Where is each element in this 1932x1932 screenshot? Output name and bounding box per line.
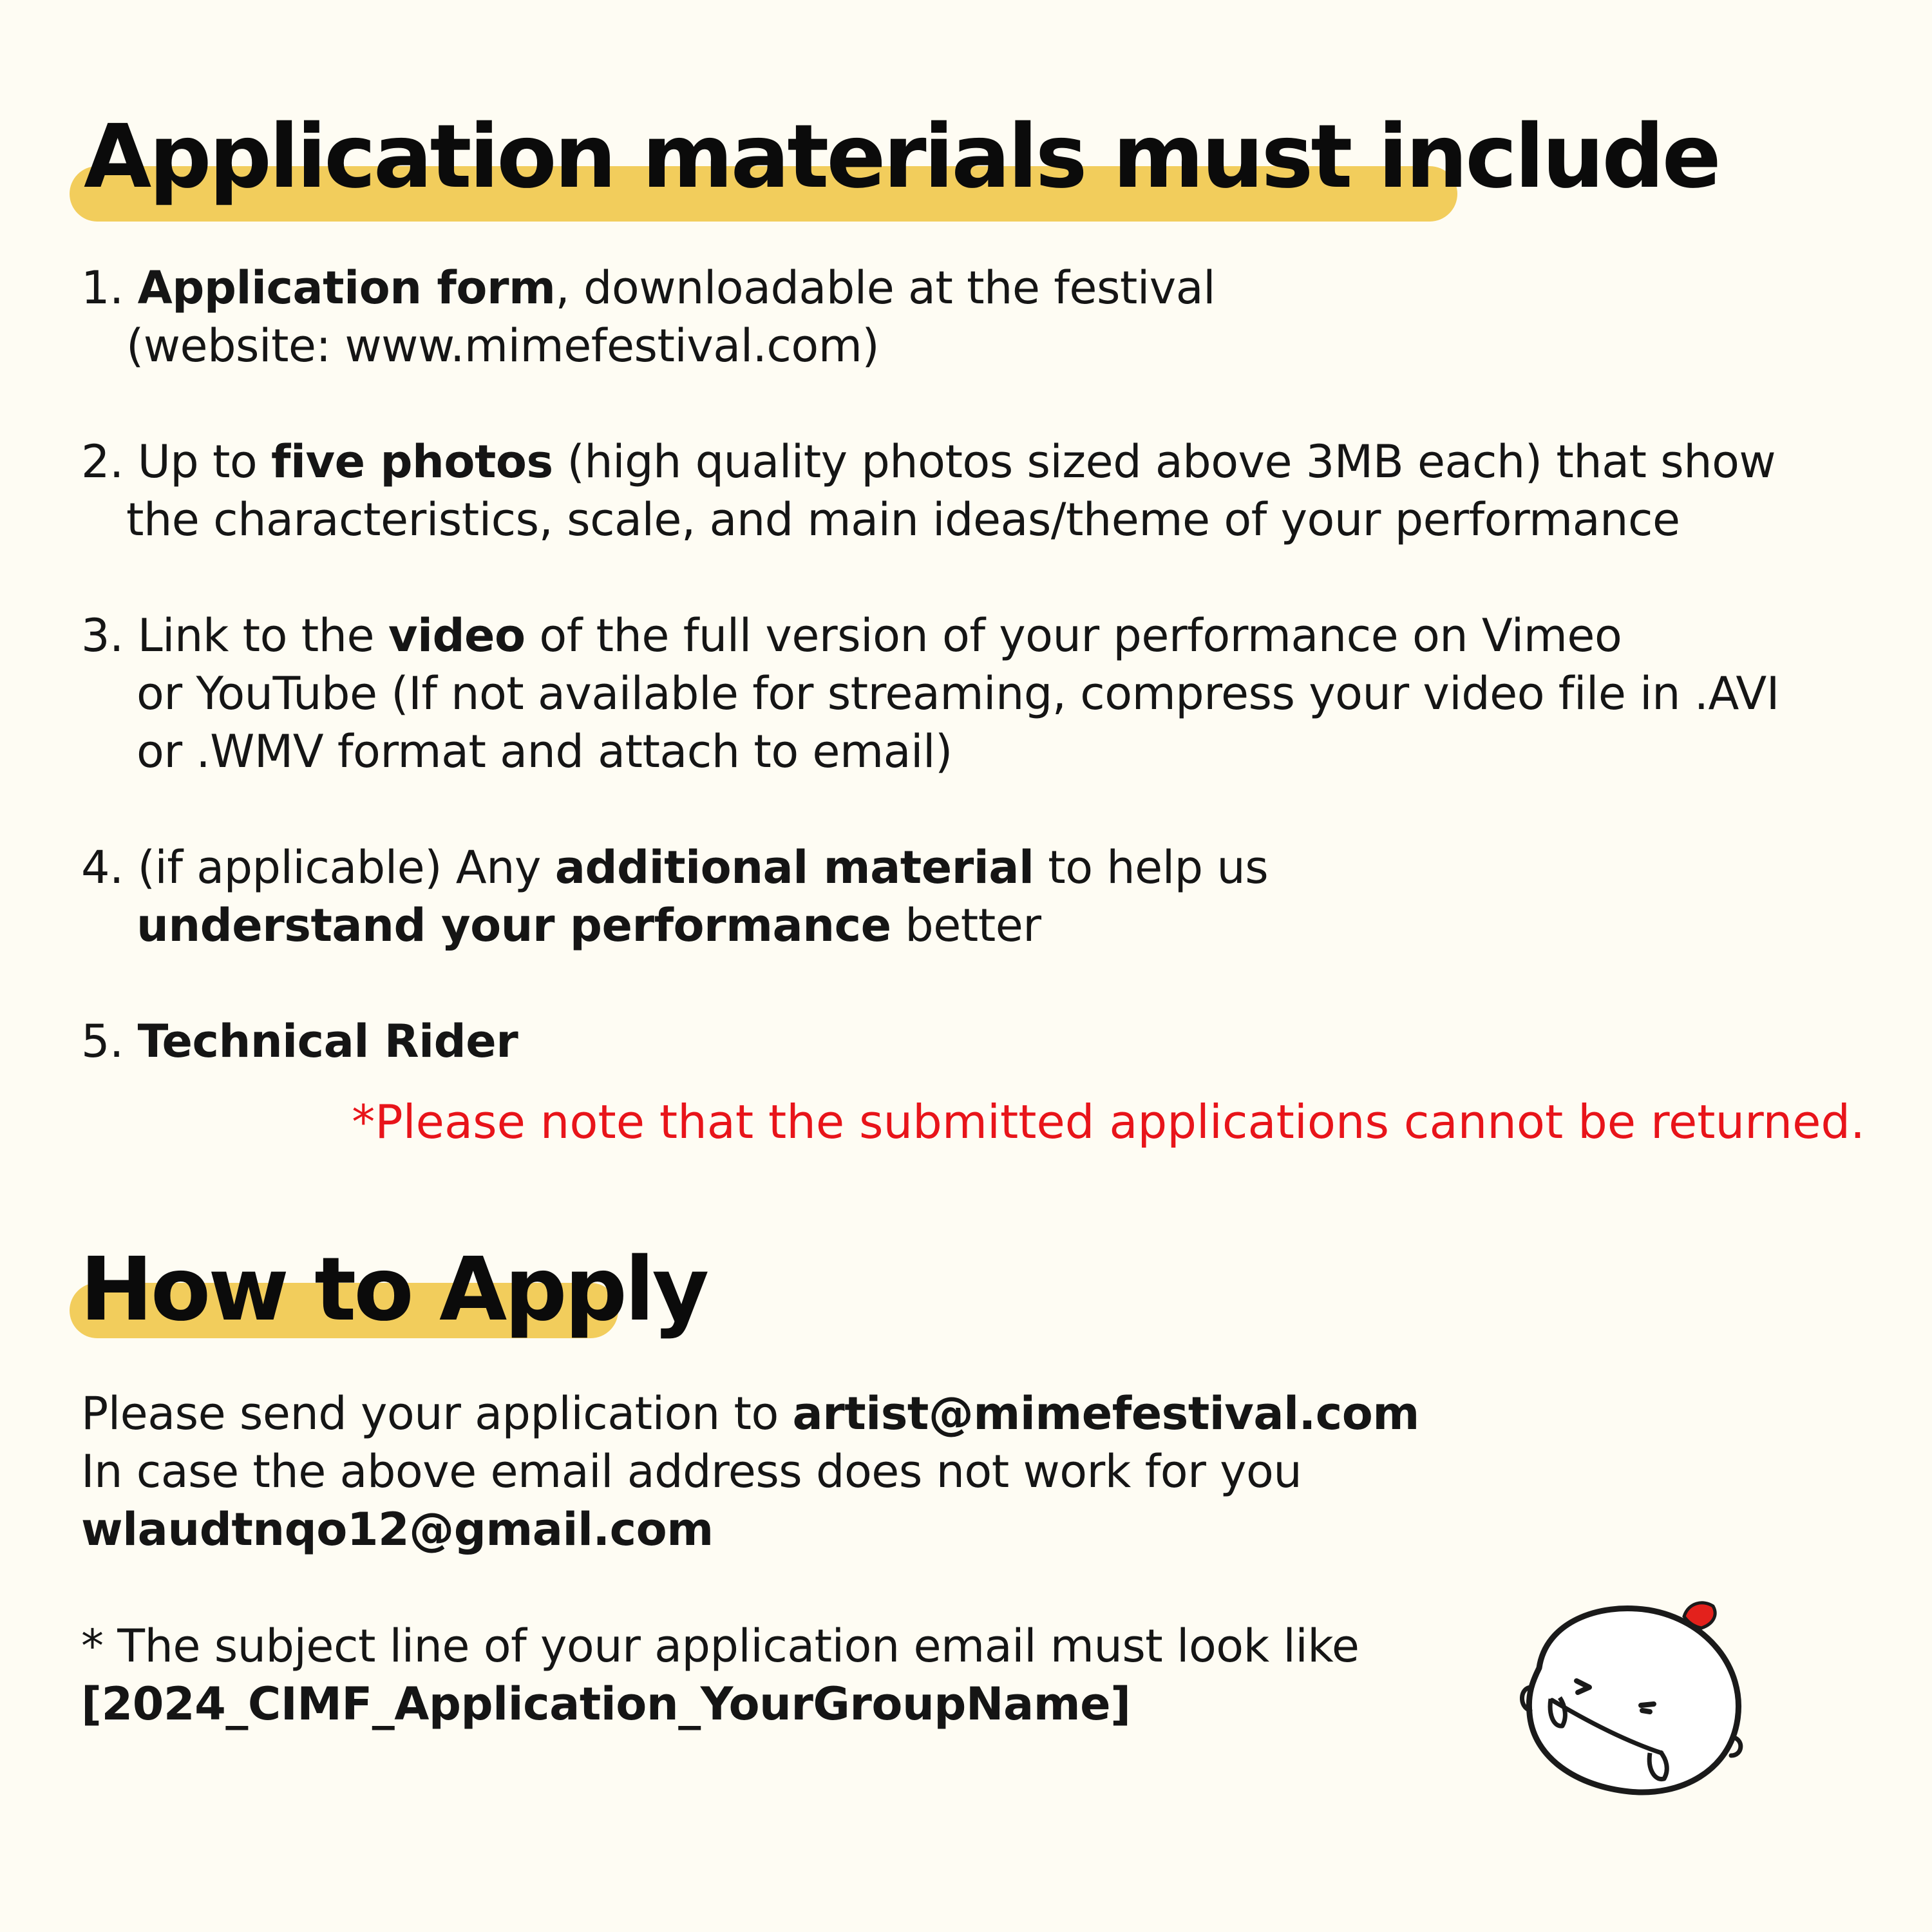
- item-number: 3.: [81, 609, 124, 662]
- item-3-text-c: or YouTube (If not available for streaming, compress your video file in .AVI: [137, 667, 1779, 720]
- apply-line-4: [81, 1620, 1359, 1672]
- item-1-line-2: [126, 319, 880, 372]
- apply-heading-text: How to Apply: [80, 1239, 707, 1341]
- item-4-line-2: [137, 899, 1041, 952]
- item-4-bold: additional material: [554, 841, 1034, 894]
- apply-heading: [70, 1239, 707, 1341]
- item-number: 2.: [81, 435, 124, 488]
- item-1-text: , downloadable at the festival: [555, 261, 1216, 314]
- item-2-text-b: (high quality photos sized above 3MB each) that show: [553, 435, 1776, 488]
- item-3-text-d: or .WMV format and attach to email): [137, 725, 952, 778]
- item-3-text-b: of the full version of your performance on Vimeo: [525, 609, 1622, 662]
- item-1-line-1: [81, 261, 1216, 314]
- materials-heading: [70, 106, 1719, 208]
- item-3-text-a: Link to the: [137, 609, 388, 662]
- item-4-text-b: to help us: [1034, 841, 1269, 894]
- backup-email-link[interactable]: wlaudtnqo12@gmail.com: [81, 1503, 714, 1556]
- item-4-text-a: (if applicable) Any: [137, 841, 555, 894]
- item-number: 1.: [81, 261, 124, 314]
- apply-line-3: [81, 1503, 714, 1556]
- apply-line-1: [81, 1387, 1419, 1440]
- mascot-tooth-right: [1649, 1752, 1667, 1779]
- item-number: 4.: [81, 841, 124, 894]
- item-2-line-1: [81, 435, 1776, 488]
- item-3-bold: video: [388, 609, 526, 662]
- item-2-text-a: Up to: [137, 435, 272, 488]
- item-3-line-1: [81, 609, 1622, 662]
- primary-email-link[interactable]: artist@mimefestival.com: [792, 1387, 1419, 1440]
- item-2-text-c: the characteristics, scale, and main ideas/theme of your performance: [126, 493, 1680, 546]
- apply-fallback-text: In case the above email address does not work for you: [81, 1445, 1302, 1498]
- item-2-bold: five photos: [271, 435, 553, 488]
- item-number: 5.: [81, 1015, 124, 1068]
- subject-format-text: [2024_CIMF_Application_YourGroupName]: [81, 1678, 1131, 1730]
- item-2-line-2: [126, 493, 1680, 546]
- item-1-website: (website: www.mimefestival.com): [126, 319, 880, 372]
- item-4-text-c: better: [891, 899, 1041, 952]
- subject-note-text: * The subject line of your application email must look like: [81, 1620, 1359, 1672]
- apply-send-text: Please send your application to: [81, 1387, 793, 1440]
- item-1-bold: Application form: [137, 261, 556, 314]
- materials-heading-text: Application materials must include: [84, 106, 1719, 208]
- item-5-bold: Technical Rider: [137, 1015, 518, 1068]
- apply-line-2: [81, 1445, 1302, 1498]
- item-3-line-3: [137, 725, 952, 778]
- mascot-face-icon: [1501, 1591, 1771, 1803]
- item-4-line-1: [81, 841, 1269, 894]
- item-3-line-2: [137, 667, 1779, 720]
- return-policy-note: *Please note that the submitted applications cannot be returned.: [352, 1095, 1865, 1149]
- item-5-line-1: [81, 1015, 518, 1068]
- item-4-bold-b: understand your performance: [137, 899, 891, 952]
- apply-line-5: [81, 1678, 1131, 1730]
